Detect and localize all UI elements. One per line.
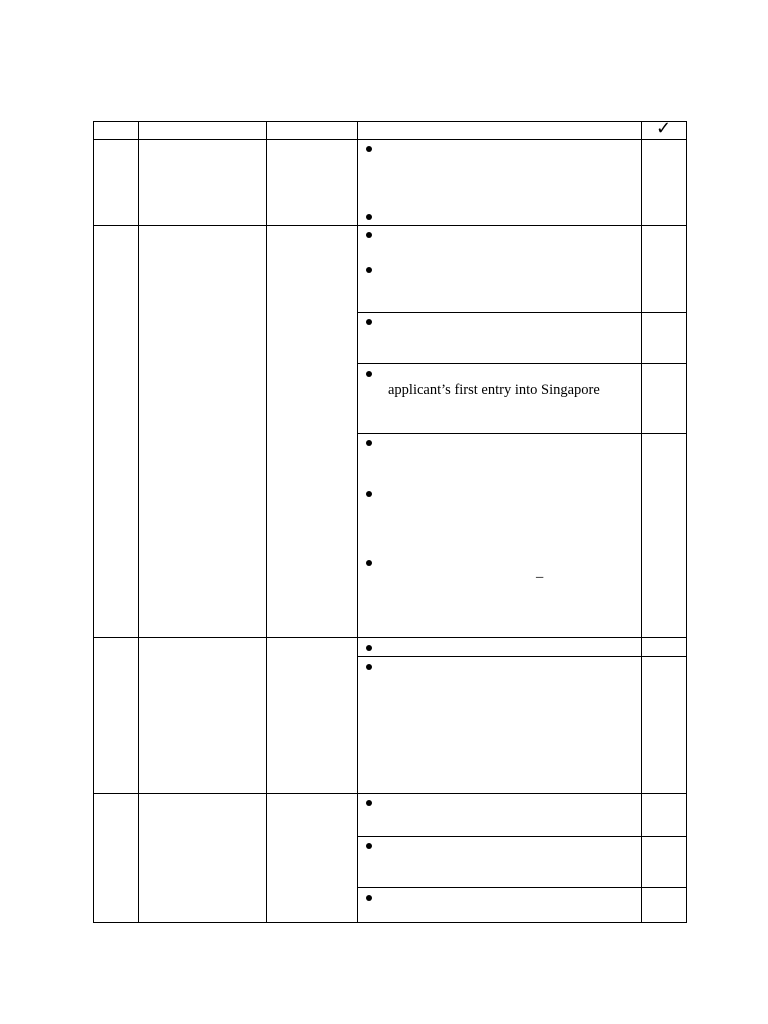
bullet-point — [366, 440, 372, 446]
bullet-point — [366, 319, 372, 325]
bullet-point — [366, 560, 372, 566]
table-right-border — [686, 121, 687, 923]
bullet-point — [366, 146, 372, 152]
bullet-point — [366, 214, 372, 220]
column-divider-1 — [138, 121, 139, 923]
subrow-divider — [357, 363, 687, 364]
dash-mark: – — [536, 569, 544, 585]
table-bottom-border — [93, 922, 687, 923]
check-mark-header: ✓ — [656, 118, 672, 139]
bullet-point — [366, 800, 372, 806]
table-top-border — [93, 121, 687, 122]
bullet-point — [366, 843, 372, 849]
row-divider-1 — [93, 225, 687, 226]
bullet-point — [366, 664, 372, 670]
entry-note-text: applicant’s first entry into Singapore — [388, 382, 600, 398]
table-left-border — [93, 121, 94, 923]
bullet-point — [366, 491, 372, 497]
subrow-divider — [357, 312, 687, 313]
header-row-divider — [93, 139, 687, 140]
bullet-point — [366, 371, 372, 377]
subrow-divider — [357, 836, 687, 837]
row-divider-2 — [93, 637, 687, 638]
bullet-point — [366, 645, 372, 651]
column-divider-4 — [641, 121, 642, 923]
column-divider-2 — [266, 121, 267, 923]
row-divider-3 — [93, 793, 687, 794]
subrow-divider — [357, 656, 687, 657]
subrow-divider — [357, 433, 687, 434]
column-divider-3 — [357, 121, 358, 923]
subrow-divider — [357, 887, 687, 888]
bullet-point — [366, 267, 372, 273]
bullet-point — [366, 895, 372, 901]
bullet-point — [366, 232, 372, 238]
